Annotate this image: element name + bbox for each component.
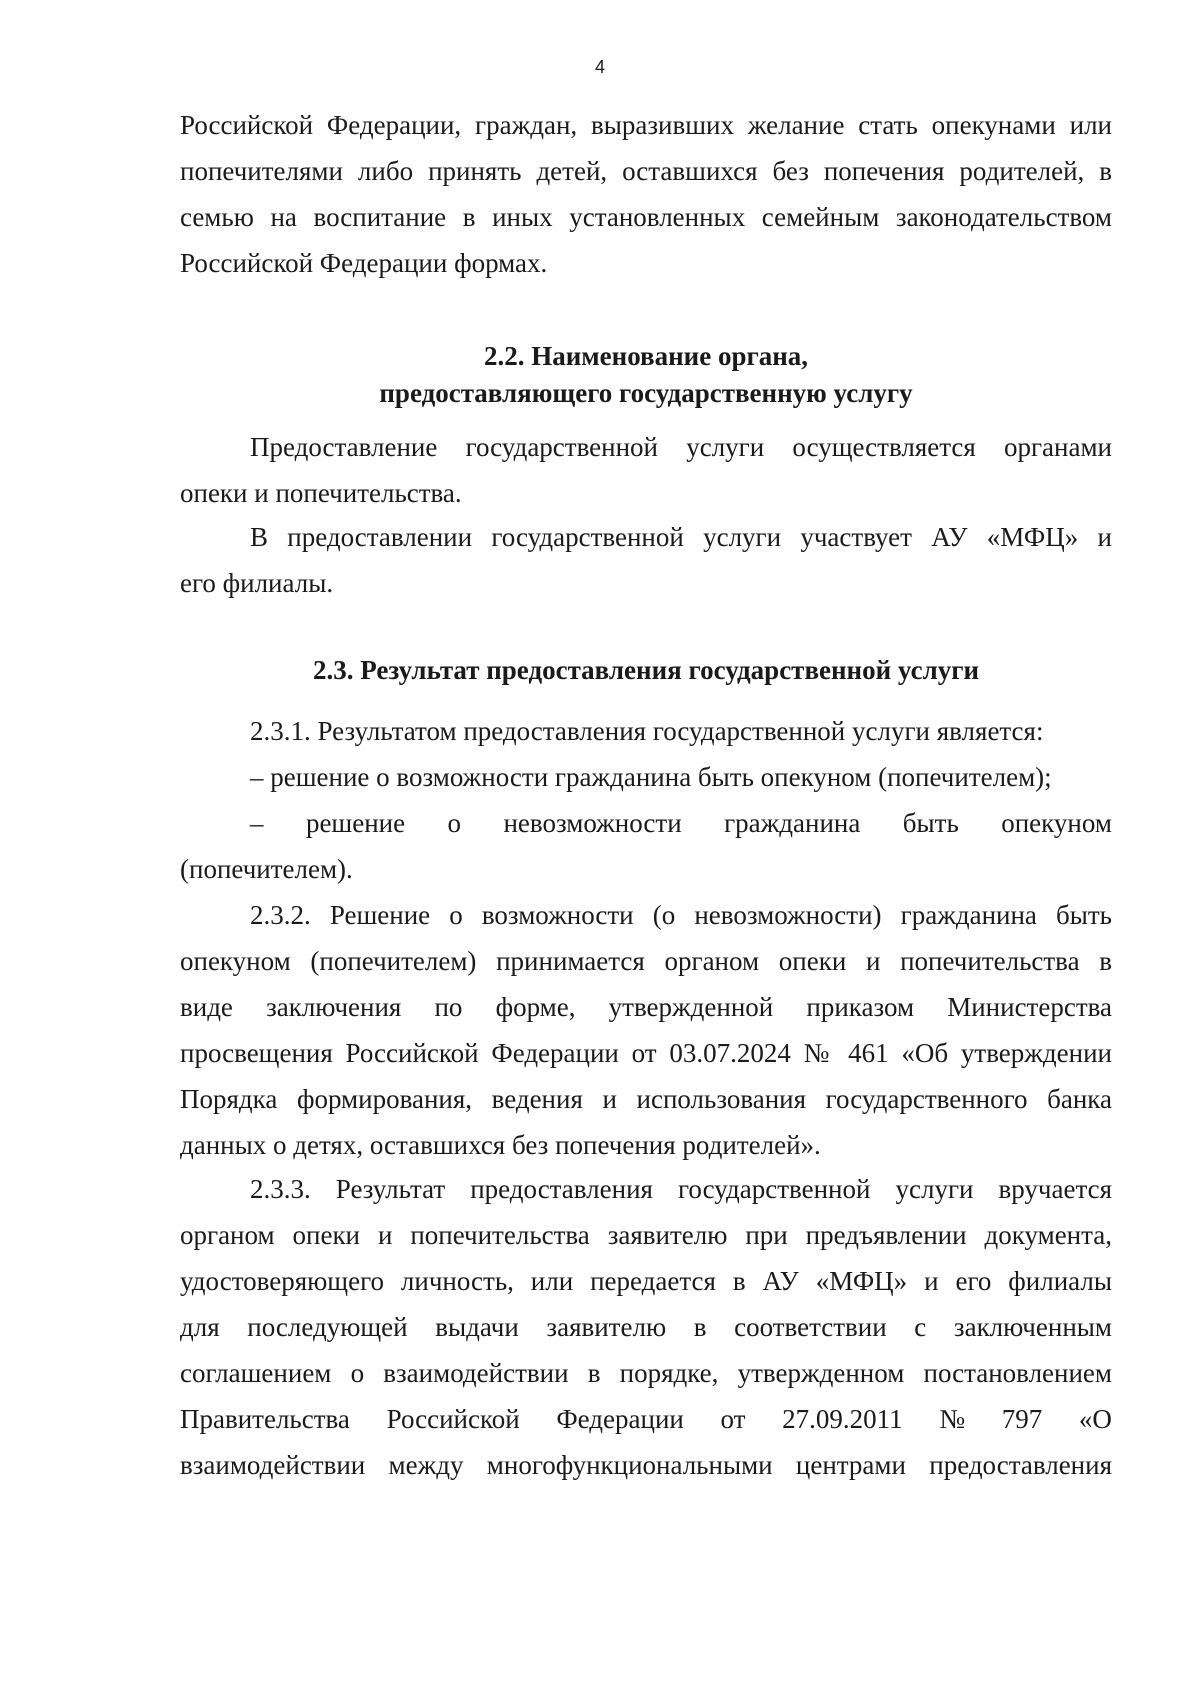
p231-line-1: 2.3.1. Результатом предоставления государственной услуги является:: [250, 716, 1044, 746]
p233-word: 797: [1001, 1404, 1043, 1434]
p231-word: невозможности: [503, 808, 682, 838]
p232-line-4: просвещения Российской Федерации от 03.07.2024 № 461 «Об утверждении: [180, 1038, 1112, 1068]
p231-word: решение: [305, 808, 406, 838]
p232-line-6: данных о детях, оставшихся без попечения родителей».: [180, 1130, 821, 1160]
p231-word: гражданина: [724, 808, 861, 838]
section-2-3-1: [180, 708, 1112, 892]
intro-line-1: Российской Федерации, граждан, выразивших желание стать опекунами или: [180, 110, 1112, 140]
p233-word: №: [939, 1404, 966, 1434]
p231-item-2-words: [250, 800, 1112, 846]
p233-line-4: для последующей выдачи заявителю в соответствии с заключенным: [180, 1312, 1112, 1342]
p233-line-6-words: [180, 1396, 1112, 1442]
p232-line-1: 2.3.2. Решение о возможности (о невозможности) гражданина быть: [250, 900, 1112, 930]
intro-line-3: семью на воспитание в иных установленных семейным законодательством: [180, 202, 1112, 232]
p231-word: опекуном: [1001, 808, 1112, 838]
p231-word: быть: [902, 808, 959, 838]
p233-word: Правительства: [180, 1404, 350, 1434]
p233-word: от: [720, 1404, 746, 1434]
intro-paragraph: [180, 102, 1112, 286]
section-2-2-heading-line-2: предоставляющего государственную услугу: [379, 378, 913, 408]
p233-line-5: соглашением о взаимодействии в порядке, утвержденном постановлением: [180, 1358, 1112, 1388]
p231-word: –: [250, 808, 264, 838]
p233-line-6: [180, 1396, 1112, 1442]
page-number: 4: [594, 57, 605, 77]
p233-word: Российской: [386, 1404, 520, 1434]
section-2-3-heading: [180, 652, 1112, 689]
p231-item-2: [180, 800, 1112, 846]
section-2-2-p1-line-1: Предоставление государственной услуги осуществляется органами: [250, 432, 1112, 462]
section-2-2-p2-line-2: его филиалы.: [180, 568, 334, 598]
section-2-2-p2-line-1: В предоставлении государственной услуги участвует АУ «МФЦ» и: [250, 522, 1112, 552]
intro-line-2: попечителями либо принять детей, оставшихся без попечения родителей, в: [180, 156, 1112, 186]
p231-item-2-tail: (попечителем).: [180, 854, 353, 884]
section-2-3-2: [180, 892, 1112, 1168]
p233-word: Федерации: [556, 1404, 684, 1434]
section-2-3-3: [180, 1166, 1112, 1488]
section-2-2-heading: [180, 338, 1112, 412]
p233-word: 27.09.2011: [782, 1404, 903, 1434]
section-2-3-heading-text: 2.3. Результат предоставления государственной услуги: [312, 655, 980, 685]
p231-item-1: – решение о возможности гражданина быть опекуном (попечителем);: [250, 762, 1052, 792]
section-2-2-paragraph-2: [180, 514, 1112, 606]
p233-line-3: удостоверяющего личность, или передается в АУ «МФЦ» и его филиалы: [180, 1266, 1112, 1296]
p233-line-1: 2.3.3. Результат предоставления государственной услуги вручается: [250, 1174, 1112, 1204]
section-2-2-heading-line-1: 2.2. Наименование органа,: [483, 341, 809, 371]
intro-line-4: Российской Федерации формах.: [180, 248, 548, 278]
p233-word: «О: [1078, 1404, 1112, 1434]
p232-line-3: виде заключения по форме, утвержденной приказом Министерства: [180, 992, 1112, 1022]
p233-line-2: органом опеки и попечительства заявителю при предъявлении документа,: [180, 1220, 1112, 1250]
p233-line-7: взаимодействии между многофункциональными центрами предоставления: [180, 1450, 1112, 1480]
p232-line-2: опекуном (попечителем) принимается органом опеки и попечительства в: [180, 946, 1112, 976]
p231-word: о: [447, 808, 462, 838]
section-2-2-p1-line-2: опеки и попечительства.: [180, 478, 462, 508]
section-2-2-paragraph-1: [180, 424, 1112, 516]
p232-line-5: Порядка формирования, ведения и использования государственного банка: [180, 1084, 1112, 1114]
